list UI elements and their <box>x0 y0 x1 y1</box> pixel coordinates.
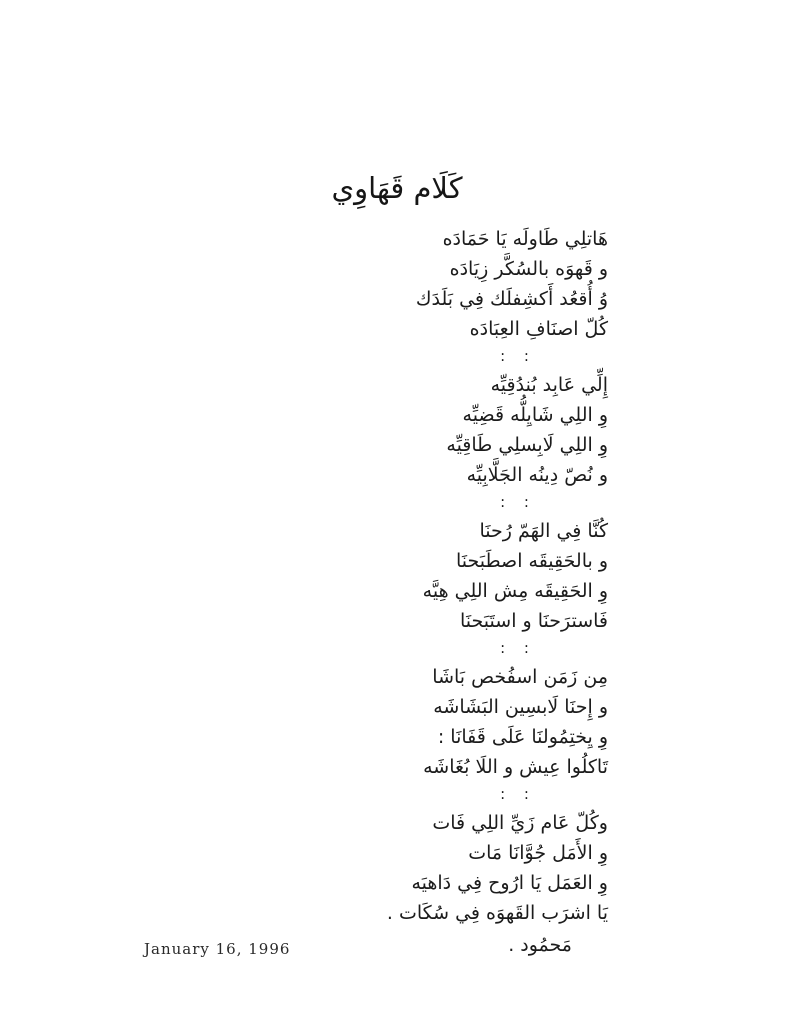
poem-line: إِلِّي عَابِد بُندُقِيِّه <box>490 374 608 396</box>
poem-line: وِ الحَقِيقَه مِش اللِي هِيَّه <box>422 580 608 602</box>
poem-line: كُلّ اصنَافِ العِبَادَه <box>469 318 608 340</box>
poem-line: تَاكلُوا عِيش و اللَا بُغَاشَه <box>423 756 608 778</box>
signature: مَحمُود . <box>508 934 572 956</box>
poem-line: وِ الأَمَل جُوَّانَا مَات <box>468 842 608 864</box>
stanza-2 <box>387 370 608 490</box>
poem-title: كَلَام قَهَاوِي <box>331 171 463 205</box>
stanza-separator: : : <box>500 785 536 803</box>
date-stamp: January 16, 1996 <box>144 940 291 958</box>
poem-line: و إِحنَا لَابسِين البَشَاشَه <box>433 696 608 718</box>
poem-line: وِ اللِي لَابِسلِي طَاقِيِّه <box>446 434 608 456</box>
poem-line: و بالحَقِيقَه اصطَبَحنَا <box>455 550 608 572</box>
poem-line: يَا اشرَب القَهوَه فِي سُكَات . <box>386 902 608 924</box>
stanza-separator: : : <box>500 639 536 657</box>
poem-line: هَاتلِي طَاولَه يَا حَمَادَه <box>442 228 608 250</box>
poem-line: وُ أُقعُد أَكشِفلَك فِي بَلَدَك <box>415 288 608 310</box>
stanza-separator: : : <box>500 493 536 511</box>
poem-line: و قَهوَه بالسُكَّر زِيَادَه <box>449 258 608 280</box>
poem-line: فَاسترَحنَا و استَبَحنَا <box>460 610 608 632</box>
poem-line: و نُصّ دِينُه الجَلَّابِيِّه <box>466 464 608 486</box>
poem-line: وِ اللِي شَايِلُّه قَضِيِّه <box>462 404 608 426</box>
poem-line: وِ العَمَل يَا ارُوح فِي دَاهيَه <box>411 872 608 894</box>
stanza-3 <box>387 516 608 636</box>
poem-line: وِ يِختِمُولنَا عَلَى قَفَانَا : <box>437 726 608 748</box>
stanza-separator: : : <box>500 347 536 365</box>
stanza-5 <box>387 808 608 928</box>
poem-line: كُنَّا فِي الهَمّ رُحنَا <box>479 520 608 542</box>
stanza-1 <box>387 224 608 344</box>
poem-line: وكُلّ عَام زَيِّ اللِي فَات <box>432 812 608 834</box>
stanza-4 <box>387 662 608 782</box>
poem-body <box>387 224 608 960</box>
poem-line: مِن زَمَن اسفُخص بَاشَا <box>432 666 608 688</box>
